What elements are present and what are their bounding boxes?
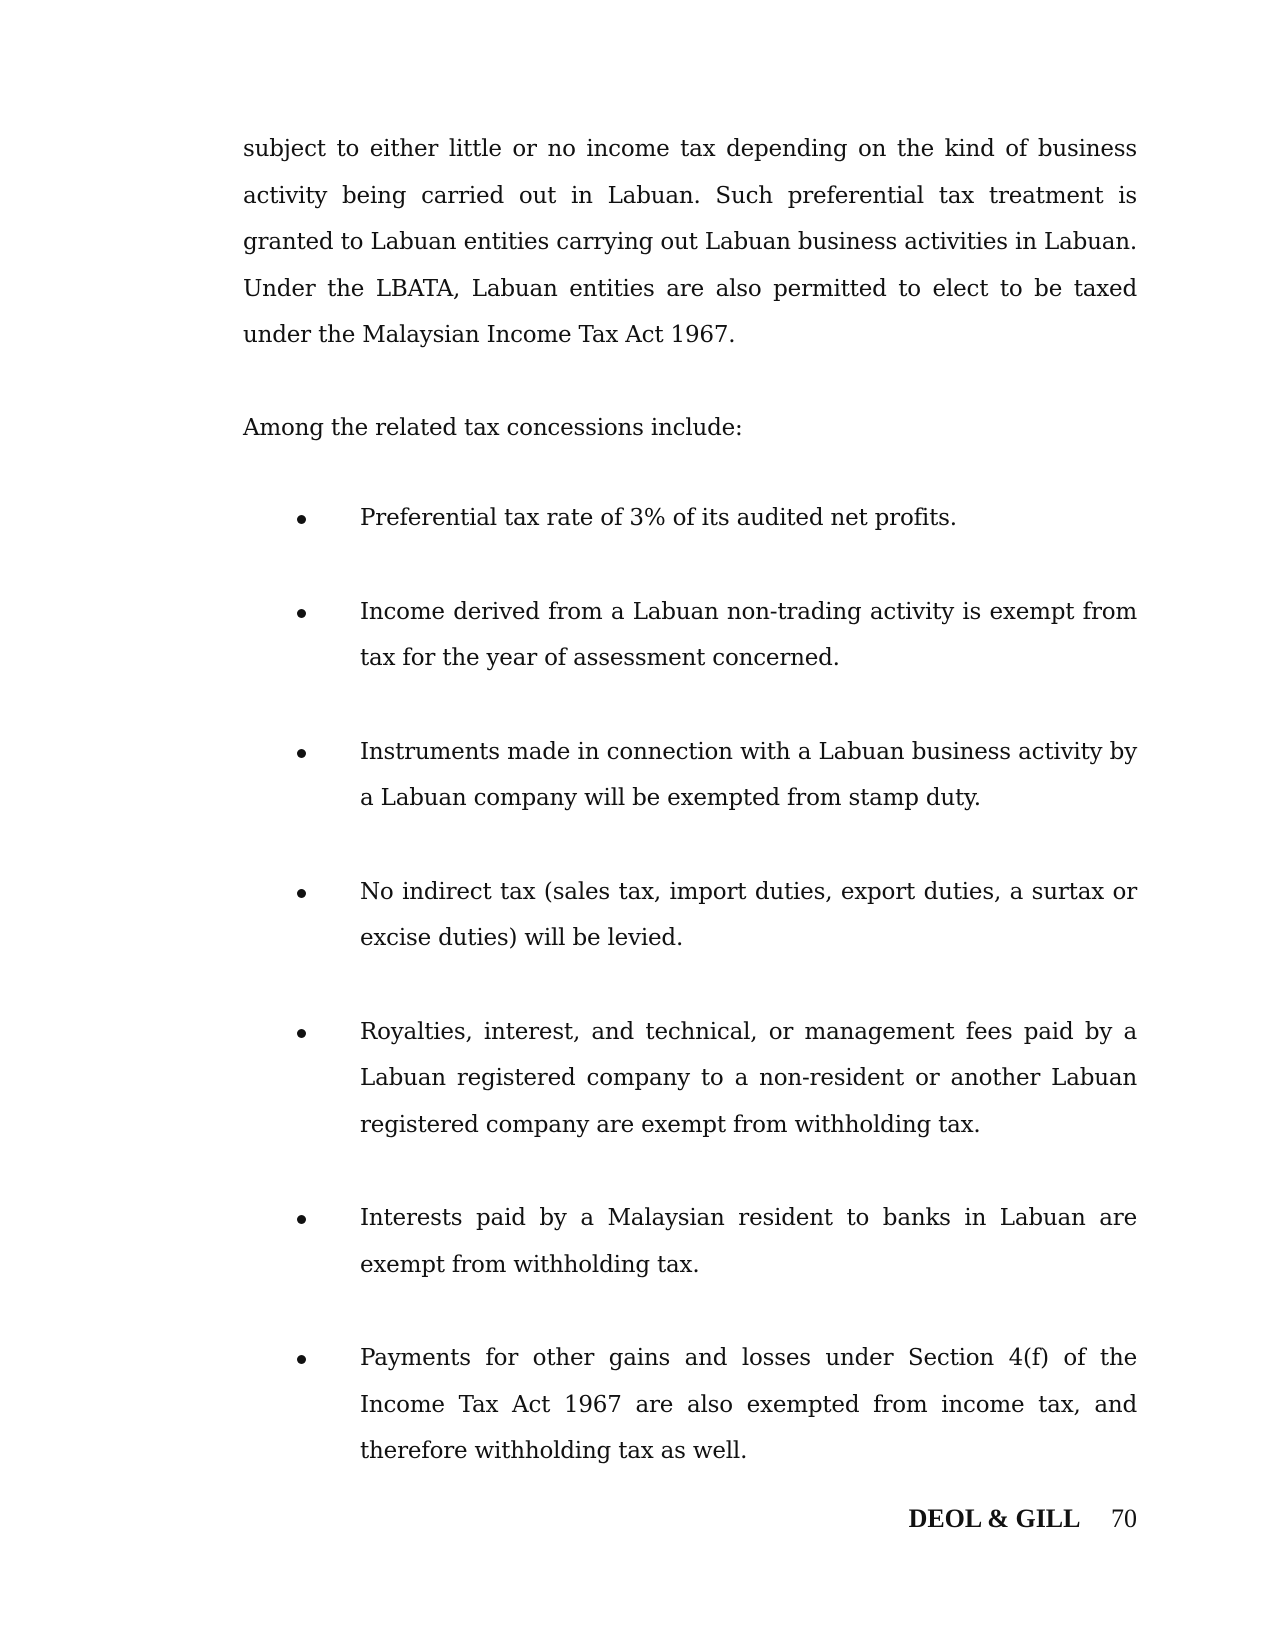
list-item-text: Payments for other gains and losses under Section 4(f) of the Income Tax Act 1967 are also exempted from income tax, and therefore withholding tax as well. <box>360 1345 1137 1464</box>
bullet-icon <box>297 749 306 758</box>
paragraph-continuation: subject to either little or no income tax depending on the kind of business activity being carried out in Labuan. Such preferential tax treatment is granted to Labuan entities carrying out Labuan business activities in Labuan. Under the LBATA, Labuan entities are also permitted to elect to be taxed under the Malaysian Income Tax Act 1967. <box>243 136 1137 348</box>
list-item-text: No indirect tax (sales tax, import duties, export duties, a surtax or excise duties) will be levied. <box>360 878 1137 951</box>
list-item <box>243 495 1137 542</box>
footer-brand: DEOL & GILL <box>908 1504 1081 1533</box>
list-item <box>243 1009 1137 1149</box>
list-item-text: Interests paid by a Malaysian resident to banks in Labuan are exempt from withholding tax. <box>360 1205 1137 1278</box>
page-body <box>243 126 1137 1475</box>
page-number: 70 <box>1111 1504 1137 1533</box>
page-footer <box>909 1504 1137 1534</box>
bullet-icon <box>297 889 306 898</box>
list-item <box>243 729 1137 822</box>
list-item <box>243 1335 1137 1475</box>
list-item-text: Preferential tax rate of 3% of its audited net profits. <box>360 505 957 531</box>
bullet-icon <box>297 515 306 524</box>
paragraph-concessions-intro: Among the related tax concessions include: <box>243 414 743 441</box>
bullet-icon <box>297 1029 306 1038</box>
bullet-icon <box>297 1355 306 1364</box>
bullet-icon <box>297 609 306 618</box>
list-item <box>243 869 1137 962</box>
list-item-text: Instruments made in connection with a Labuan business activity by a Labuan company will be exempted from stamp duty. <box>360 738 1137 811</box>
bullet-icon <box>297 1215 306 1224</box>
list-item <box>243 589 1137 682</box>
concessions-list <box>243 495 1137 1475</box>
list-item <box>243 1195 1137 1288</box>
list-item-text: Income derived from a Labuan non-trading activity is exempt from tax for the year of assessment concerned. <box>360 598 1137 671</box>
list-item-text: Royalties, interest, and technical, or management fees paid by a Labuan registered company to a non-resident or another Labuan registered company are exempt from withholding tax. <box>360 1018 1137 1138</box>
